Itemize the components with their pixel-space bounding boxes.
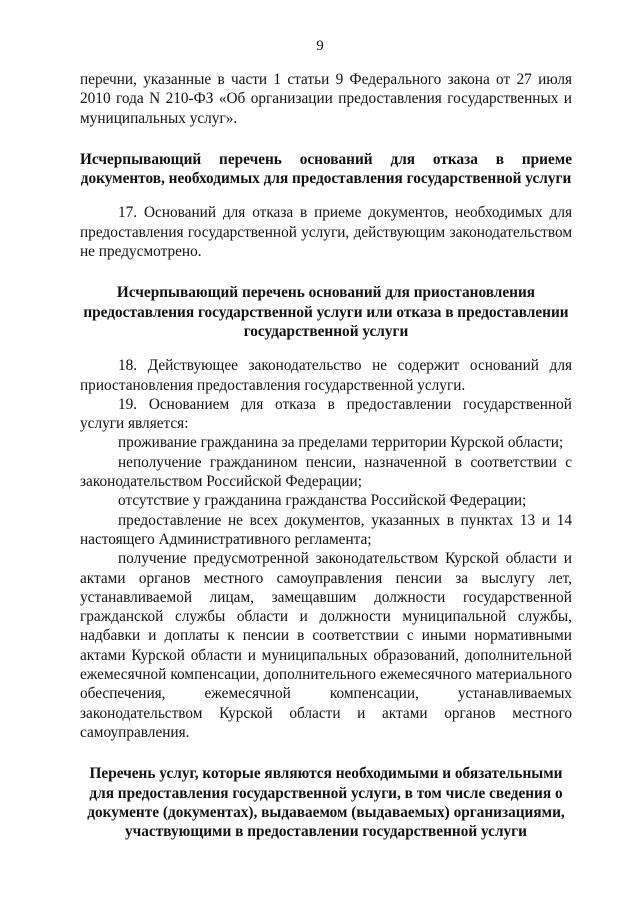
heading-required-services: Перечень услуг, которые являются необходимыми и обязательными для предоставления государственной услуги, в том числе сведения о документе (документах), выдаваемом (выдаваемых) организациями, участвующими в предоставлении государственной услуги <box>87 765 565 841</box>
reason-no-citizenship: отсутствие у гражданина гражданства Российской Федерации; <box>118 492 527 510</box>
paragraph-18: 18. Действующее законодательство не содержит оснований для приостановления предоставления государственной услуги. <box>80 357 572 394</box>
reason-residence: проживание гражданина за пределами территории Курской области; <box>118 434 564 452</box>
paragraph-19: 19. Основанием для отказа в предоставлении государственной услуги является: <box>80 395 572 433</box>
heading-refusal-acceptance: Исчерпывающий перечень оснований для отказа в приеме документов, необходимых для предоставления государственной услуги <box>80 150 572 188</box>
intro-paragraph: перечни, указанные в части 1 статьи 9 Федерального закона от 27 июля 2010 года N 210-ФЗ «Об организации предоставления государственных и муниципальных услуг». <box>80 71 572 127</box>
reason-incomplete-documents: предоставление не всех документов, указанных в пунктах 13 и 14 настоящего Административного регламента; <box>80 511 572 548</box>
reason-no-pension: неполучение гражданином пенсии, назначенной в соответствии с законодательством Российской Федерации; <box>80 453 572 491</box>
document-body <box>80 70 572 841</box>
page-number: 9 <box>316 38 324 54</box>
reason-other-pension: получение предусмотренной законодательством Курской области и актами органов местного самоуправления пенсии за выслугу лет, устанавливаемой лицам, замещавшим должности государственной гражданской службы области и должности муниципальной службы, надбавки и доплаты к пенсии в соответствии с иными нормативными актами Курской области и муниципальных образований, дополнительной ежемесячной компенсации, дополнительного ежемесячного материального обеспечения, ежемесячной компенсации, устанавливаемых законодательством Курской области и актами органов местного самоуправления. <box>80 550 572 741</box>
heading-suspension-refusal: Исчерпывающий перечень оснований для приостановления предоставления государственной услуги или отказа в предоставлении государственной услуги <box>83 284 569 340</box>
paragraph-17: 17. Оснований для отказа в приеме документов, необходимых для предоставления государственной услуги, действующим законодательством не предусмотрено. <box>80 204 572 261</box>
